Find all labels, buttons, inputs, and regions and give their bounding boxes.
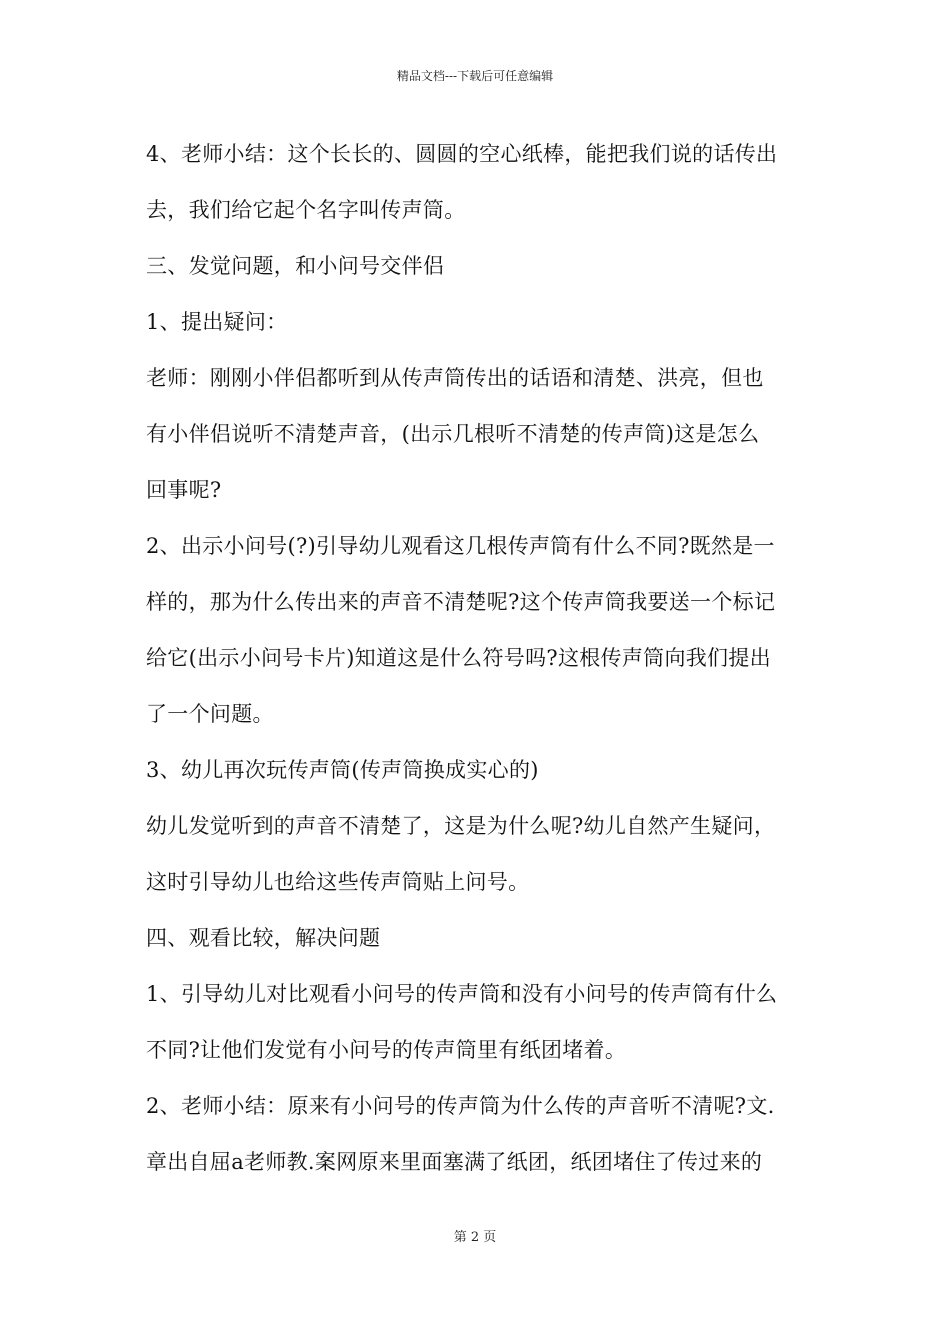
text-line: 不同?让他们发觉有小问号的传声筒里有纸团堵着。 (146, 1038, 627, 1062)
text-line: 有小伴侣说听不清楚声音，(出示几根听不清楚的传声筒)这是怎么 (146, 422, 760, 446)
text-line: 2、老师小结：原来有小问号的传声筒为什么传的声音听不清呢?文. (146, 1094, 775, 1118)
section-heading: 四、观看比较，解决问题 (146, 926, 381, 950)
section-heading: 三、发觉问题，和小问号交伴侣 (146, 254, 445, 278)
text-line: 老师：刚刚小伴侣都听到从传声筒传出的话语和清楚、洪亮，但也 (146, 366, 764, 390)
text-line: 1、引导幼儿对比观看小问号的传声筒和没有小问号的传声筒有什么 (146, 982, 778, 1006)
text-line: 这时引导幼儿也给这些传声筒贴上问号。 (146, 870, 530, 894)
text-line: 去，我们给它起个名字叫传声筒。 (146, 198, 466, 222)
page-number: 第 2 页 (453, 1230, 497, 1245)
document-body (146, 126, 812, 1190)
text-line: 了一个问题。 (146, 702, 274, 726)
text-line: 回事呢? (146, 478, 222, 502)
text-line: 给它(出示小问号卡片)知道这是什么符号吗?这根传声筒向我们提出 (146, 646, 771, 670)
text-line: 章出自屈a老师教.案网原来里面塞满了纸团，纸团堵住了传过来的 (146, 1150, 763, 1174)
text-line: 样的，那为什么传出来的声音不清楚呢?这个传声筒我要送一个标记 (146, 590, 776, 614)
text-line: 4、老师小结：这个长长的、圆圆的空心纸棒，能把我们说的话传出 (146, 142, 778, 166)
text-line: 幼儿发觉听到的声音不清楚了，这是为什么呢?幼儿自然产生疑问， (146, 814, 776, 838)
text-line: 2、出示小问号(?)引导幼儿观看这几根传声筒有什么不同?既然是一 (146, 534, 775, 558)
text-line: 1、提出疑问： (146, 310, 288, 334)
page-header: 精品文档---下载后可任意编辑 (396, 69, 554, 83)
text-line: 3、幼儿再次玩传声筒(传声筒换成实心的) (146, 758, 539, 782)
